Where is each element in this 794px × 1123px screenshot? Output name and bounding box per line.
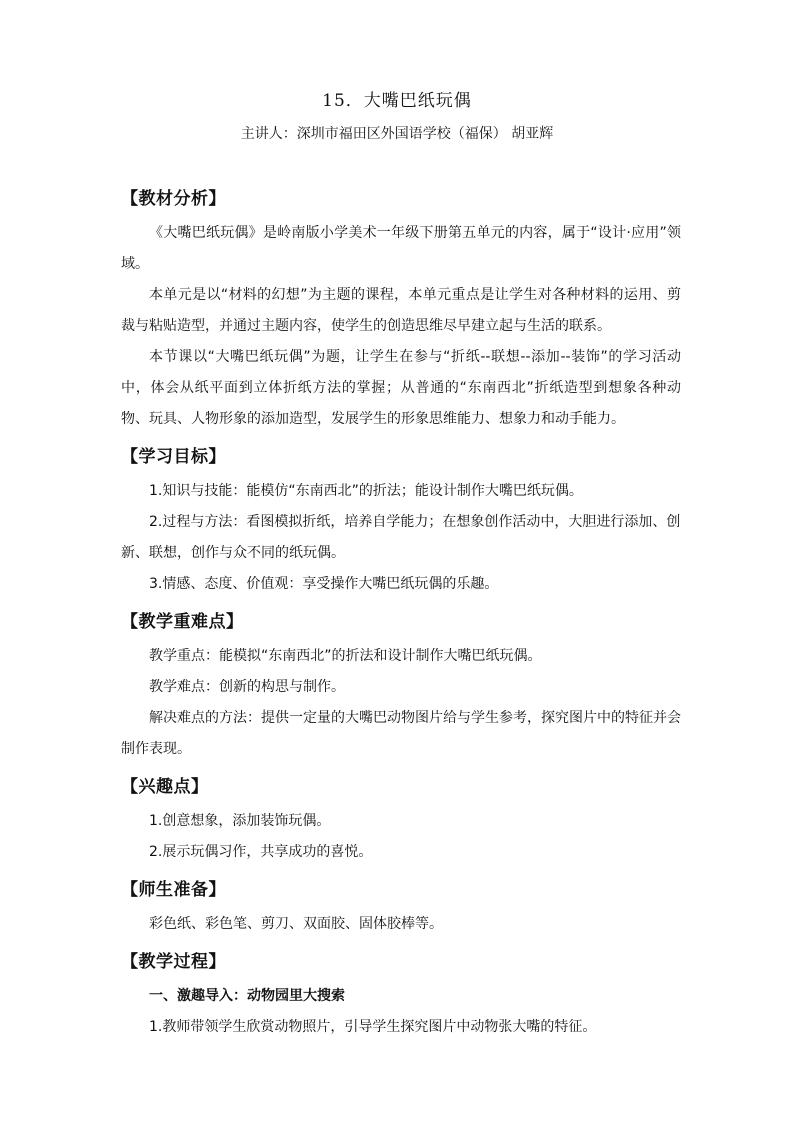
- section-heading-process: 【教学过程】: [121, 952, 226, 972]
- process-subheading: 一、激趣导入：动物园里大搜索: [149, 988, 345, 1004]
- analysis-paragraph: 《大嘴巴纸玩偶》是岭南版小学美术一年级下册第五单元的内容，属于“设计·应用”领域。: [121, 225, 681, 272]
- section-analysis: [121, 183, 681, 435]
- key-point-item: 教学重点：能模拟“东南西北”的折法和设计制作大嘴巴纸玩偶。: [149, 648, 542, 664]
- goal-item: 1.知识与技能：能模仿“东南西北”的折法；能设计制作大嘴巴纸玩偶。: [149, 483, 583, 499]
- document-body: [121, 183, 681, 1043]
- analysis-paragraph: 本节课以“大嘴巴纸玩偶”为题，让学生在参与“折纸--联想--添加--装饰”的学习活动中，体会从纸平面到立体折纸方法的掌握；从普通的“东南西北”折纸造型到想象各种动物、玩具、人物形象的添加造型，发展学生的形象思维能力、想象力和动手能力。: [121, 349, 681, 427]
- analysis-paragraph: 本单元是以“材料的幻想”为主题的课程，本单元重点是让学生对各种材料的运用、剪裁与粘贴造型，并通过主题内容，使学生的创造思维尽早建立起与生活的联系。: [121, 287, 681, 334]
- interest-item: 2.展示玩偶习作，共享成功的喜悦。: [149, 844, 373, 860]
- process-item: 1.教师带领学生欣赏动物照片，引导学生探究图片中动物张大嘴的特征。: [149, 1019, 597, 1035]
- section-key-points: [121, 606, 681, 765]
- key-point-item: 教学难点：创新的构思与制作。: [149, 679, 345, 695]
- presenter-line: 主讲人：深圳市福田区外国语学校（福保） 胡亚辉: [240, 126, 554, 142]
- section-process: [121, 946, 681, 1043]
- document-title: 15．大嘴巴纸玩偶: [322, 91, 472, 111]
- section-heading-analysis: 【教材分析】: [121, 189, 226, 209]
- section-heading-key-points: 【教学重难点】: [121, 612, 244, 632]
- section-goals: [121, 441, 681, 600]
- preparation-item: 彩色纸、彩色笔、剪刀、双面胶、固体胶棒等。: [149, 916, 443, 932]
- section-heading-interest: 【兴趣点】: [121, 777, 209, 797]
- section-preparation: [121, 874, 681, 940]
- goal-item: 3.情感、态度、价值观：享受操作大嘴巴纸玩偶的乐趣。: [149, 576, 499, 592]
- interest-item: 1.创意想象，添加装饰玩偶。: [149, 813, 331, 829]
- section-interest: [121, 771, 681, 868]
- section-heading-preparation: 【师生准备】: [121, 880, 226, 900]
- goal-item: 2.过程与方法：看图模拟折纸，培养自学能力；在想象创作活动中，大胆进行添加、创新、联想，创作与众不同的纸玩偶。: [121, 514, 681, 561]
- section-heading-goals: 【学习目标】: [121, 447, 226, 467]
- key-point-item: 解决难点的方法：提供一定量的大嘴巴动物图片给与学生参考，探究图片中的特征并会制作表现。: [121, 710, 681, 757]
